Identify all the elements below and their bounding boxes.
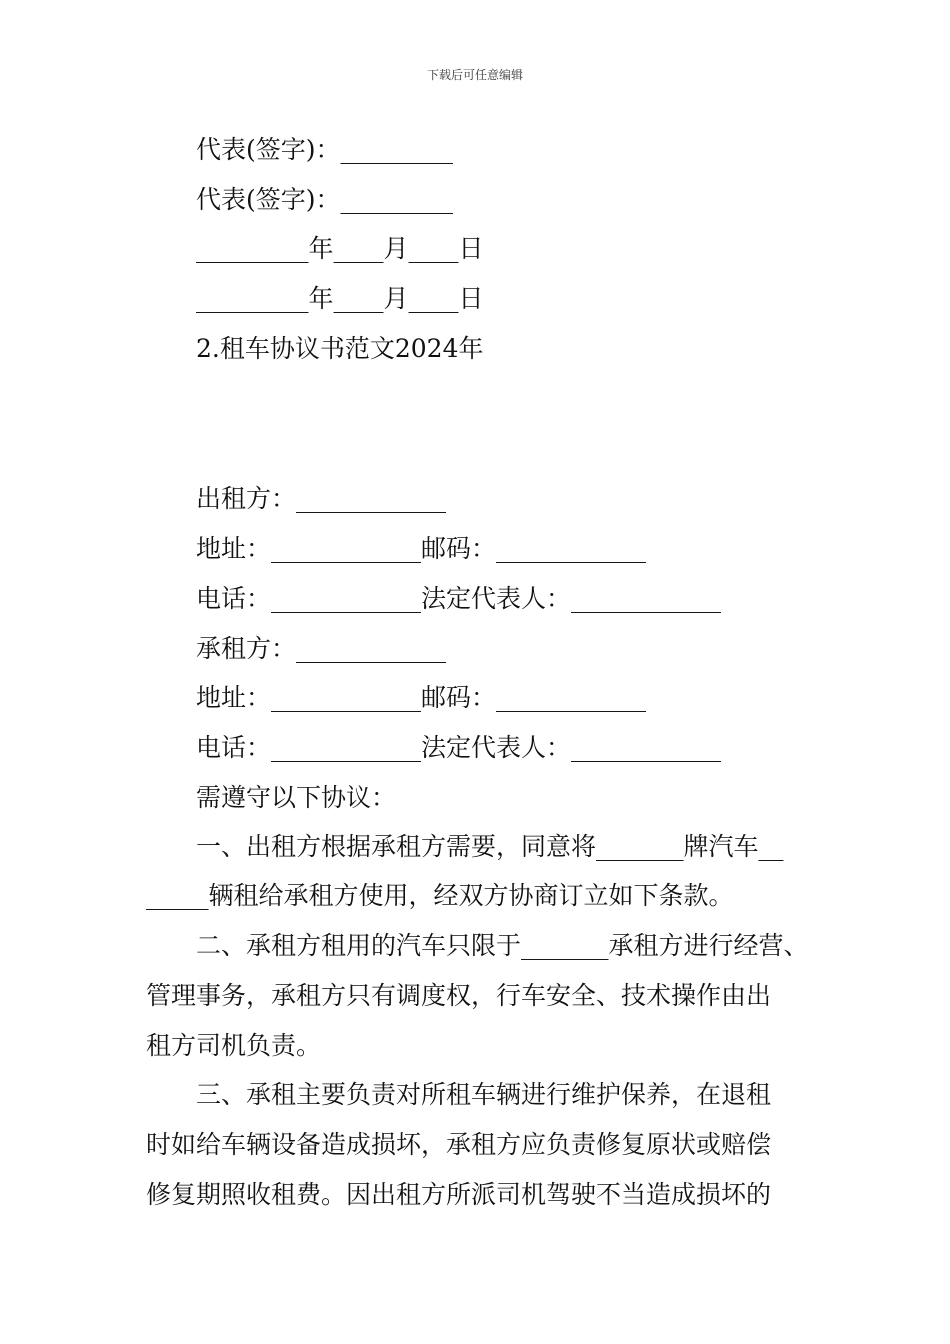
lessee-phone-line: 电话：____________法定代表人：____________ — [196, 733, 722, 762]
lessor-line: 出租方：____________ — [196, 484, 447, 513]
clause-2-line-1: 二、承租方租用的汽车只限于_______承租方进行经营、 — [196, 931, 809, 960]
clause-3-line-2: 时如给车辆设备造成损坏，承租方应负责修复原状或赔偿 — [146, 1130, 772, 1159]
signature-line-1: 代表(签字)：_________ — [196, 135, 454, 164]
clause-3-line-1: 三、承租主要负责对所租车辆进行维护保养，在退租 — [196, 1080, 772, 1109]
clause-2-line-2: 管理事务，承租方只有调度权，行车安全、技术操作由出 — [146, 981, 772, 1010]
lessor-phone-line: 电话：____________法定代表人：____________ — [196, 584, 722, 613]
clause-1-line-2: _____辆租给承租方使用，经双方协商订立如下条款。 — [146, 881, 734, 910]
clause-3-line-3: 修复期照收租费。因出租方所派司机驾驶不当造成损坏的 — [146, 1180, 772, 1209]
signature-line-2: 代表(签字)：_________ — [196, 185, 454, 214]
clause-1-line-1: 一、出租方根据承租方需要，同意将_______牌汽车__ — [196, 832, 784, 861]
page-header-note: 下载后可任意编辑 — [426, 68, 523, 82]
section-heading: 2.租车协议书范文2024年 — [196, 334, 484, 363]
date-line-2: _________年____月____日 — [196, 284, 484, 313]
clause-2-line-3: 租方司机负责。 — [146, 1031, 322, 1060]
lessee-line: 承租方：____________ — [196, 634, 447, 663]
date-line-1: _________年____月____日 — [196, 234, 484, 263]
lessor-address-line: 地址：____________邮码：____________ — [196, 534, 647, 563]
agreement-intro: 需遵守以下协议： — [196, 783, 397, 812]
lessee-address-line: 地址：____________邮码：____________ — [196, 683, 647, 712]
